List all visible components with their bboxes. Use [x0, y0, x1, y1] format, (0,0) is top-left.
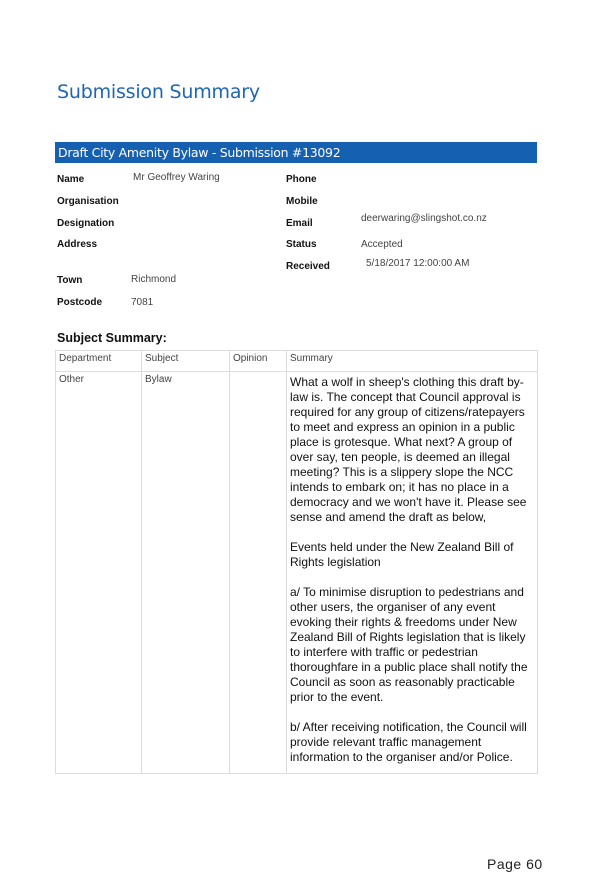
page-number: Page 60 — [487, 856, 543, 872]
header-opinion: Opinion — [230, 351, 287, 372]
table-row — [56, 372, 538, 774]
page-title: Submission Summary — [57, 81, 260, 103]
cell-opinion — [230, 372, 287, 774]
email-value: deerwaring@slingshot.co.nz — [361, 213, 487, 224]
email-label: Email — [286, 218, 313, 229]
organisation-label: Organisation — [57, 196, 119, 207]
summary-paragraph: What a wolf in sheep's clothing this draft by-law is. The concept that Council approval is required for any group of citizens/ratepayers to meet and express an opinion in a public place is grotesque. What next? A group of over say, ten people, is deemed an illegal meeting? This is a slippery slope the NCC intends to embark on; it has no place in a democracy and we won't have it. Please see sense and amend the draft as below, — [290, 375, 527, 524]
summary-paragraph: Events held under the New Zealand Bill of Rights legislation — [290, 540, 514, 569]
header-summary: Summary — [287, 351, 538, 372]
phone-label: Phone — [286, 174, 317, 185]
mobile-label: Mobile — [286, 196, 318, 207]
summary-paragraph: a/ To minimise disruption to pedestrians and other users, the organiser of any event evoking their rights & freedoms under New Zealand Bill of Rights legislation that is likely to interfere with traffic or pedestrian thoroughfare in a public place shall notify the Council as soon as reasonably practicable prior to the event. — [290, 585, 528, 704]
subject-summary-table — [55, 350, 538, 774]
postcode-label: Postcode — [57, 297, 103, 308]
received-value: 5/18/2017 12:00:00 AM — [366, 258, 470, 269]
received-label: Received — [286, 261, 330, 272]
postcode-value: 7081 — [131, 297, 154, 308]
submission-banner: Draft City Amenity Bylaw - Submission #13092 — [55, 142, 537, 163]
town-label: Town — [57, 275, 83, 286]
header-department: Department — [56, 351, 142, 372]
subject-summary-heading: Subject Summary: — [57, 331, 167, 345]
address-label: Address — [57, 239, 98, 250]
cell-department: Other — [56, 372, 142, 774]
designation-label: Designation — [57, 218, 115, 229]
cell-summary — [287, 372, 538, 774]
status-label: Status — [286, 239, 317, 250]
header-subject: Subject — [142, 351, 230, 372]
name-value: Mr Geoffrey Waring — [133, 172, 220, 183]
town-value: Richmond — [131, 274, 177, 285]
summary-paragraph: b/ After receiving notification, the Council will provide relevant traffic management information to the organiser and/or Police. — [290, 720, 527, 764]
status-value: Accepted — [361, 239, 403, 250]
table-header-row — [56, 351, 538, 372]
cell-subject: Bylaw — [142, 372, 230, 774]
name-label: Name — [57, 174, 85, 185]
